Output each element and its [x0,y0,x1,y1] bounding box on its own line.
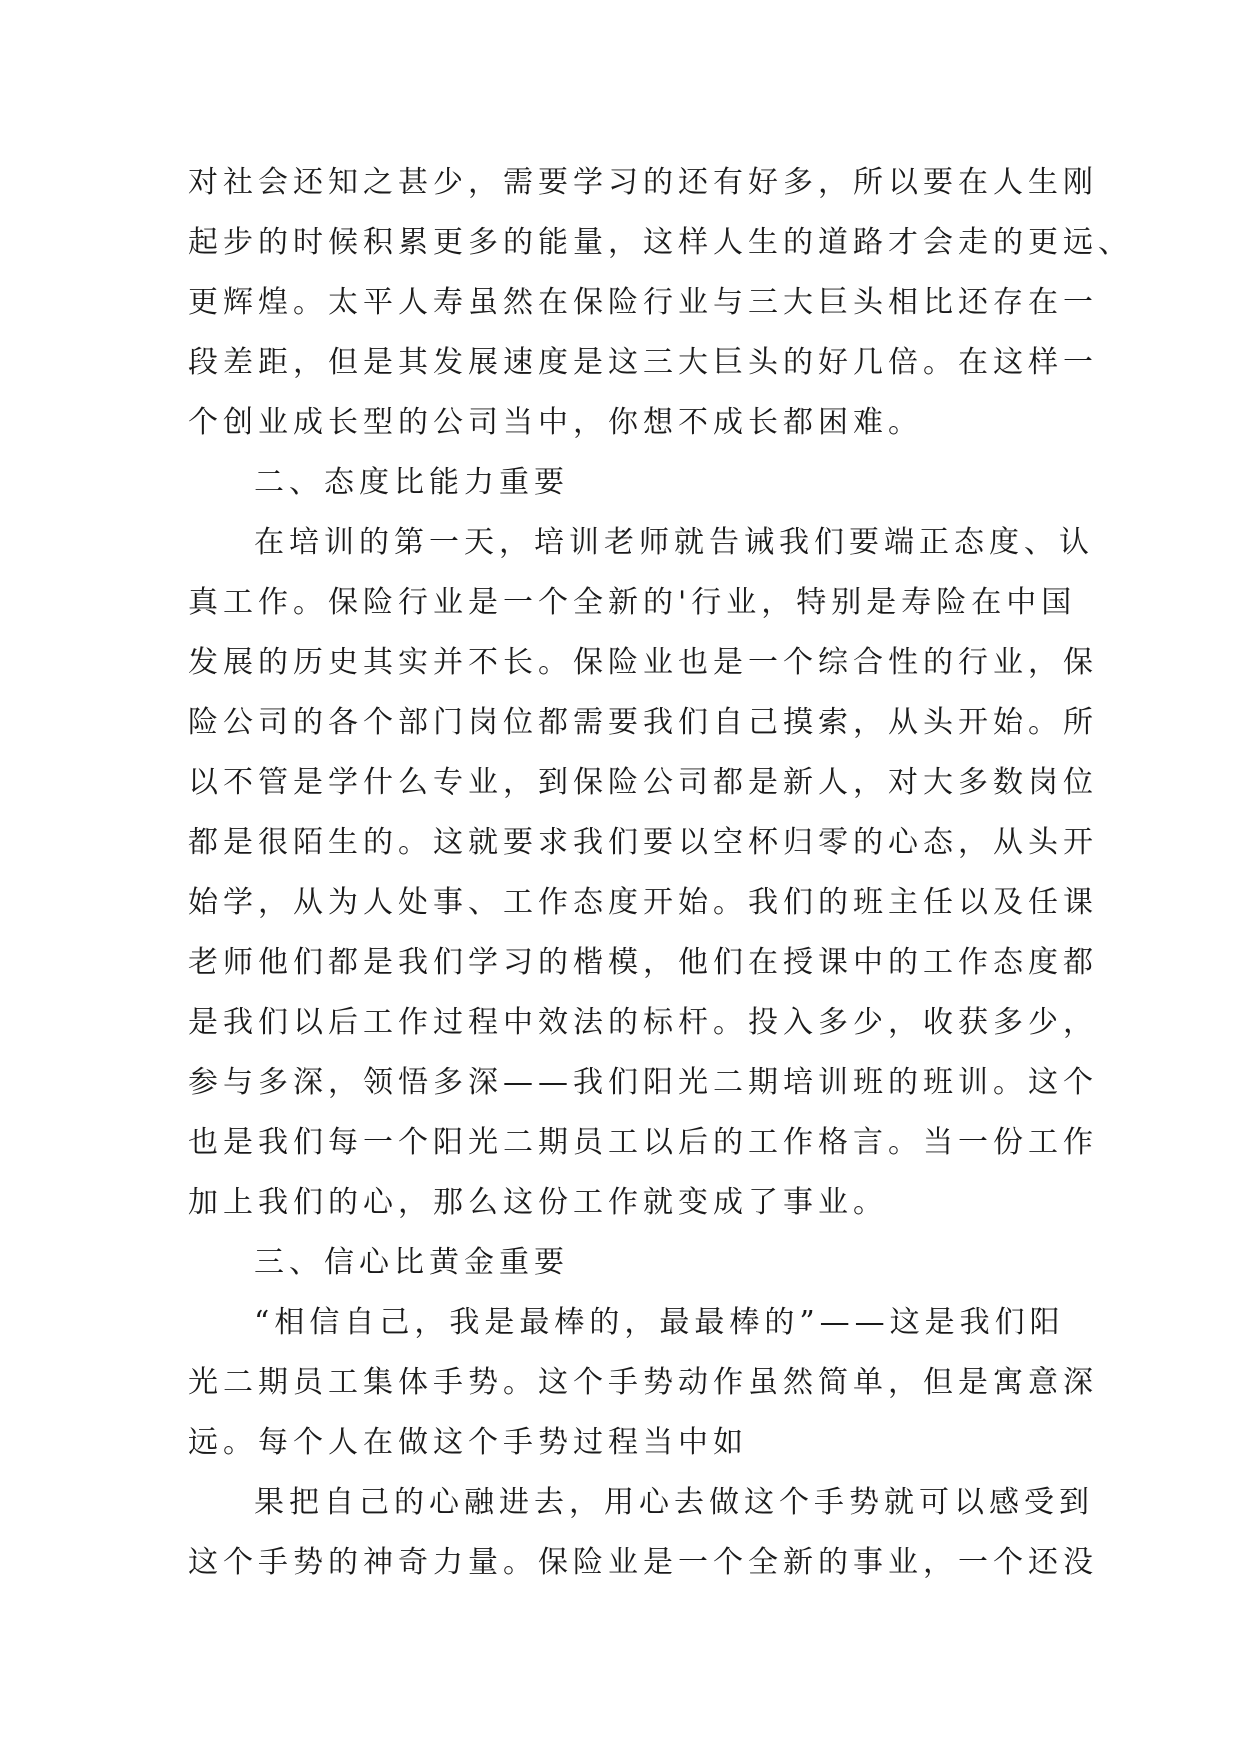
text-line: 险公司的各个部门岗位都需要我们自己摸索，从头开始。所 [188,705,1098,740]
text-line: 远。每个人在做这个手势过程当中如 [188,1425,748,1460]
text-line: 真工作。保险行业是一个全新的'行业，特别是寿险在中国 [188,585,1077,620]
text-line: 始学，从为人处事、工作态度开始。我们的班主任以及任课 [188,885,1098,920]
section-heading-confidence: 三、信心比黄金重要 [254,1245,569,1280]
text-line: 加上我们的心，那么这份工作就变成了事业。 [188,1185,888,1220]
text-line: 果把自己的心融进去，用心去做这个手势就可以感受到 [254,1485,1094,1520]
text-line: 段差距，但是其发展速度是这三大巨头的好几倍。在这样一 [188,345,1098,380]
text-line: 个创业成长型的公司当中，你想不成长都困难。 [188,405,923,440]
text-line: 更辉煌。太平人寿虽然在保险行业与三大巨头相比还存在一 [188,285,1098,320]
text-line: 都是很陌生的。这就要求我们要以空杯归零的心态，从头开 [188,825,1098,860]
text-line: 也是我们每一个阳光二期员工以后的工作格言。当一份工作 [188,1125,1098,1160]
text-line: 起步的时候积累更多的能量，这样人生的道路才会走的更远、 [188,225,1133,260]
text-line: 以不管是学什么专业，到保险公司都是新人，对大多数岗位 [188,765,1098,800]
section-heading-attitude: 二、态度比能力重要 [254,465,569,500]
text-line: 光二期员工集体手势。这个手势动作虽然简单，但是寓意深 [188,1365,1098,1400]
text-line: 老师他们都是我们学习的楷模，他们在授课中的工作态度都 [188,945,1098,980]
text-line: 发展的历史其实并不长。保险业也是一个综合性的行业，保 [188,645,1098,680]
body-text [188,153,1133,1593]
text-line: 对社会还知之甚少，需要学习的还有好多，所以要在人生刚 [188,165,1098,200]
text-line: 参与多深，领悟多深——我们阳光二期培训班的班训。这个 [188,1065,1098,1100]
text-line: 这个手势的神奇力量。保险业是一个全新的事业，一个还没 [188,1545,1098,1580]
text-line: 在培训的第一天，培训老师就告诫我们要端正态度、认 [254,525,1094,560]
text-line: 是我们以后工作过程中效法的标杆。投入多少，收获多少， [188,1005,1098,1040]
text-line: “相信自己，我是最棒的，最最棒的”——这是我们阳 [254,1305,1065,1340]
